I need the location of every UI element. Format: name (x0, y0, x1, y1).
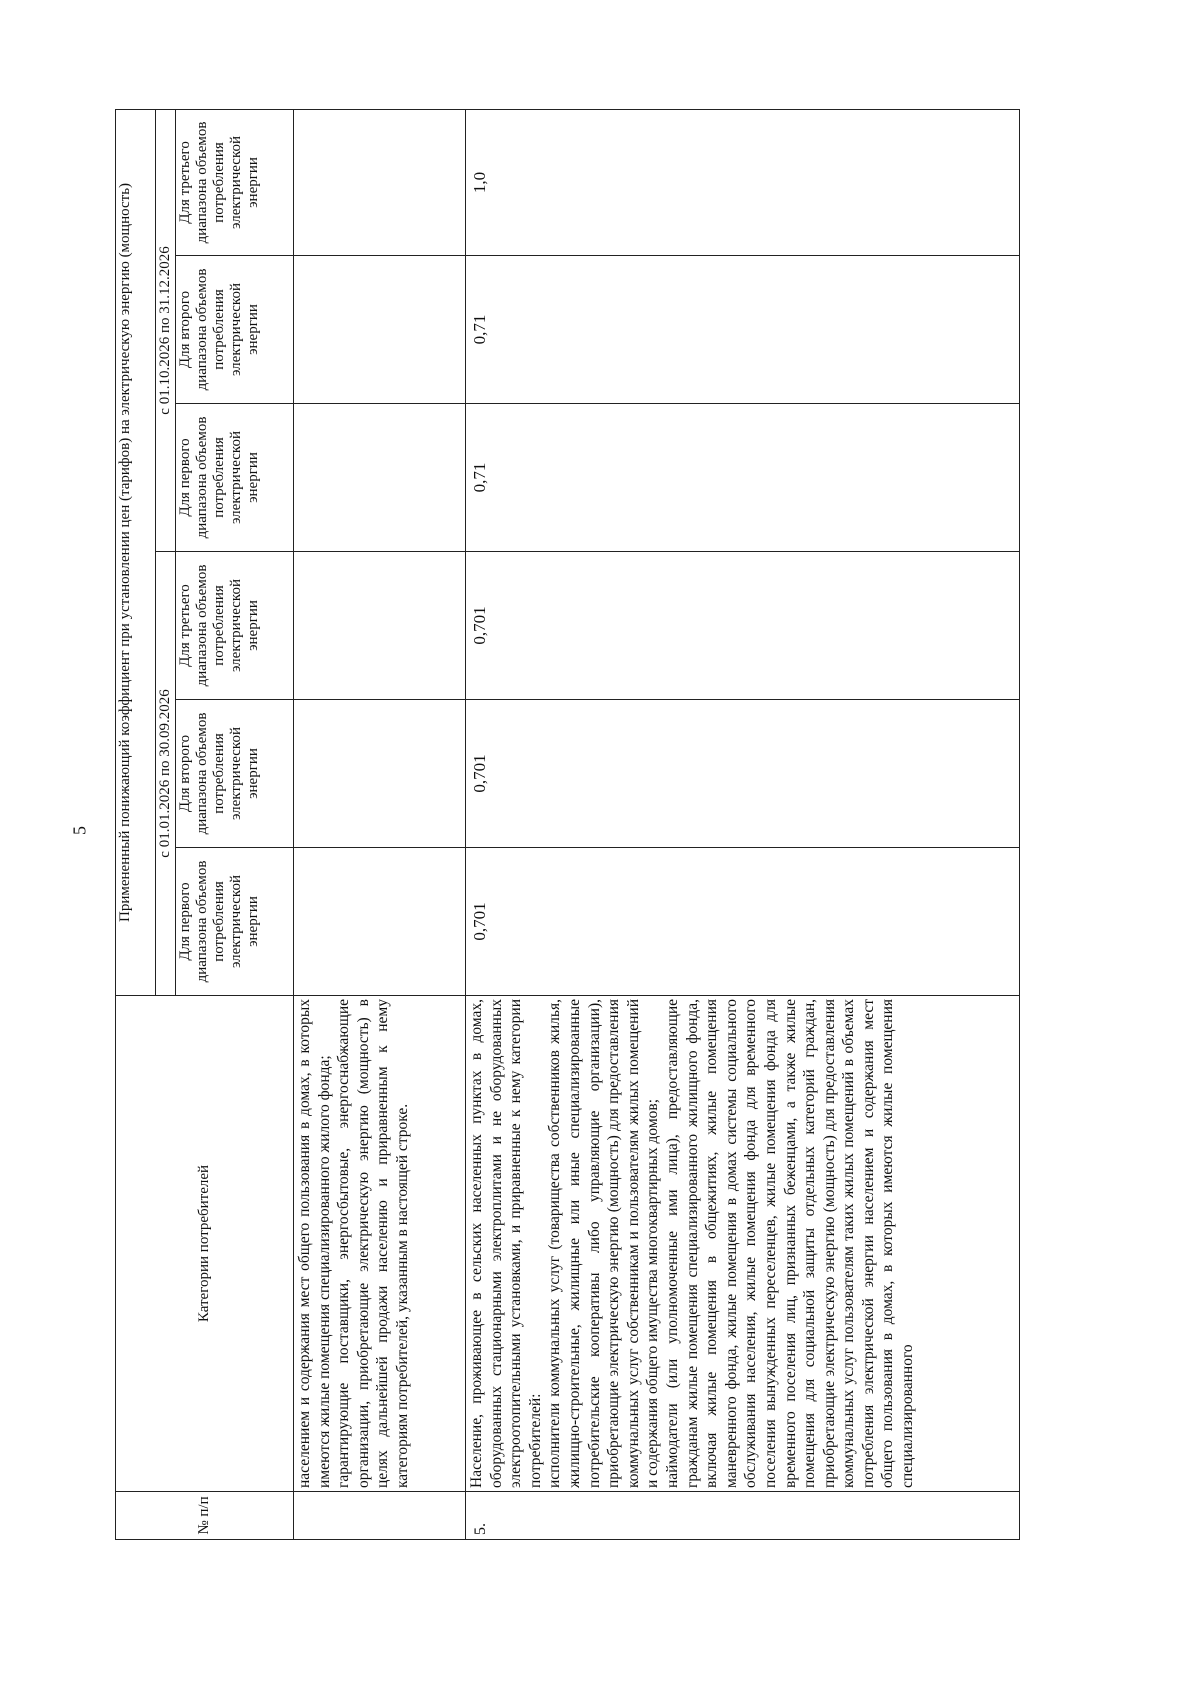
category-paragraph: гарантирующие поставщики, энергосбытовые, энергоснабжающие организации, приобретающие электрическую энергию (мощность) в целях дальнейшей продажи населению и приравненным к нему категориям потребителей, указанным в настоящей строке. (335, 999, 411, 1488)
value-cell (294, 848, 466, 996)
category-cell (294, 996, 466, 1492)
range-header-3: Для третьего диапазона объемов потребления электрической энергии (176, 552, 294, 700)
range-header-2: Для второго диапазона объемов потребления электрической энергии (176, 700, 294, 848)
number-column-header: № п/п (116, 1492, 294, 1540)
category-paragraph: Население, проживающее в сельских населенных пунктах в домах, оборудованных стационарными электроплитами и не оборудованных электроотопительными установками, и приравненные к нему категории потребителей: (468, 999, 544, 1488)
period-header-2: с 01.10.2026 по 31.12.2026 (156, 109, 176, 551)
category-paragraph: исполнители коммунальных услуг (товарищества собственников жилья, жилищно-строительные, жилищные или иные специализированные потребительские кооперативы либо управляющие организации), приобретающие электрическую энергию (мощность) для предоставления коммунальных услуг собственникам и пользователям жилых помещений и содержания общего имущества многоквартирных домов; (546, 999, 662, 1488)
coefficient-header: Примененный понижающий коэффициент при установлении цен (тарифов) на электрическую энергию (мощность) (116, 109, 156, 995)
coefficient-value: 1,0 (466, 109, 1020, 255)
row-number: 5. (466, 1492, 1020, 1540)
range-header-5: Для второго диапазона объемов потребления электрической энергии (176, 256, 294, 404)
category-column-header: Категории потребителей (116, 996, 294, 1492)
tariff-coefficient-table-sheet (115, 110, 1020, 1540)
row-number (294, 1492, 466, 1540)
table-row (466, 109, 1020, 1539)
value-cell (294, 552, 466, 700)
period-header-1: с 01.01.2026 по 30.09.2026 (156, 552, 176, 996)
value-cell (294, 256, 466, 404)
tariff-coefficient-table (115, 109, 1020, 1540)
table-row (294, 109, 466, 1539)
coefficient-value: 0,701 (466, 552, 1020, 700)
value-cell (294, 109, 466, 255)
range-header-6: Для третьего диапазона объемов потребления электрической энергии (176, 109, 294, 255)
category-cell (466, 996, 1020, 1492)
range-header-1: Для первого диапазона объемов потребления электрической энергии (176, 848, 294, 996)
coefficient-value: 0,71 (466, 256, 1020, 404)
value-cell (294, 404, 466, 552)
value-cell (294, 700, 466, 848)
page-number: 5 (69, 826, 90, 835)
coefficient-value: 0,71 (466, 404, 1020, 552)
coefficient-value: 0,701 (466, 700, 1020, 848)
coefficient-value: 0,701 (466, 848, 1020, 996)
range-header-4: Для первого диапазона объемов потребления электрической энергии (176, 404, 294, 552)
category-paragraph: наймодатели (или уполномоченные ими лица), предоставляющие гражданам жилые помещения специализированного жилищного фонда, включая жилые помещения в общежитиях, жилые помещения маневренного фонда, жилые помещения в домах системы социального обслуживания населения, жилые помещения фонда для временного поселения вынужденных переселенцев, жилые помещения фонда для временного поселения лиц, признанных беженцами, а также жилые помещения для социальной защиты отдельных категорий граждан, приобретающие электрическую энергию (мощность) для предоставления коммунальных услуг пользователям таких жилых помещений в объемах потребления электрической энергии населением и содержания мест общего пользования в домах, в которых имеются жилые помещения специализированного (663, 999, 917, 1488)
category-paragraph: населением и содержания мест общего пользования в домах, в которых имеются жилые помещения специализированного жилого фонда; (296, 999, 333, 1488)
